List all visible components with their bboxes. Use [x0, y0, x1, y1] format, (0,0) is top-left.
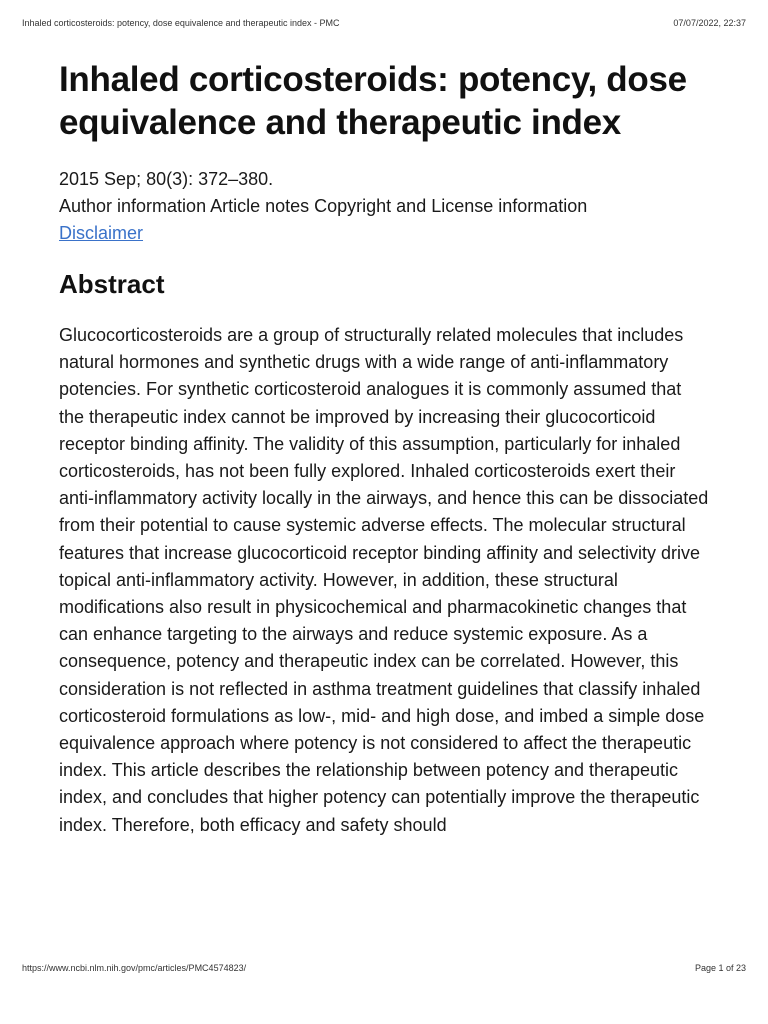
page-number: Page 1 of 23	[694, 963, 746, 973]
abstract-heading: Abstract	[59, 269, 165, 299]
article-title: Inhaled corticosteroids: potency, dose equivalence and therapeutic index	[59, 60, 687, 142]
citation: 2015 Sep; 80(3): 372–380.	[59, 169, 274, 189]
disclaimer-link[interactable]: Disclaimer	[59, 223, 144, 243]
print-header-datetime: 07/07/2022, 22:37	[673, 18, 746, 28]
print-header-title: Inhaled corticosteroids: potency, dose equivalence and therapeutic index - PMC	[22, 18, 340, 28]
article-info-links[interactable]: Author information Article notes Copyright and License information	[59, 196, 588, 216]
print-footer	[22, 963, 746, 977]
print-footer-url: https://www.ncbi.nlm.nih.gov/pmc/articles/PMC4574823/	[22, 963, 247, 973]
article-meta	[59, 166, 711, 247]
print-header	[22, 18, 746, 32]
abstract-text: Glucocorticosteroids are a group of structurally related molecules that includes natural hormones and synthetic drugs with a wide range of anti-inflammatory potencies. For synthetic corticosteroid analogues it is commonly assumed that the therapeutic index cannot be improved by increasing their glucocorticoid receptor binding affinity. The validity of this assumption, particularly for inhaled corticosteroids, has not been fully explored. Inhaled corticosteroids exert their anti-inflammatory activity locally in the airways, and hence this can be dissociated from their potential to cause systemic adverse effects. The molecular structural features that increase glucocorticoid receptor binding affinity and selectivity drive topical anti-inflammatory activity. However, in addition, these structural modifications also result in physicochemical and pharmacokinetic changes that can enhance targeting to the airways and reduce systemic exposure. As a consequence, potency and therapeutic index can be correlated. However, this consideration is not reflected in asthma treatment guidelines that classify inhaled corticosteroid formulations as low-, mid- and high dose, and imbed a simple dose equivalence approach where potency is not considered to affect the therapeutic index. This article describes the relationship between potency and therapeutic index, and concludes that higher potency can potentially improve the therapeutic index. Therefore, both efficacy and safety should	[59, 325, 709, 835]
article-content	[59, 58, 711, 839]
